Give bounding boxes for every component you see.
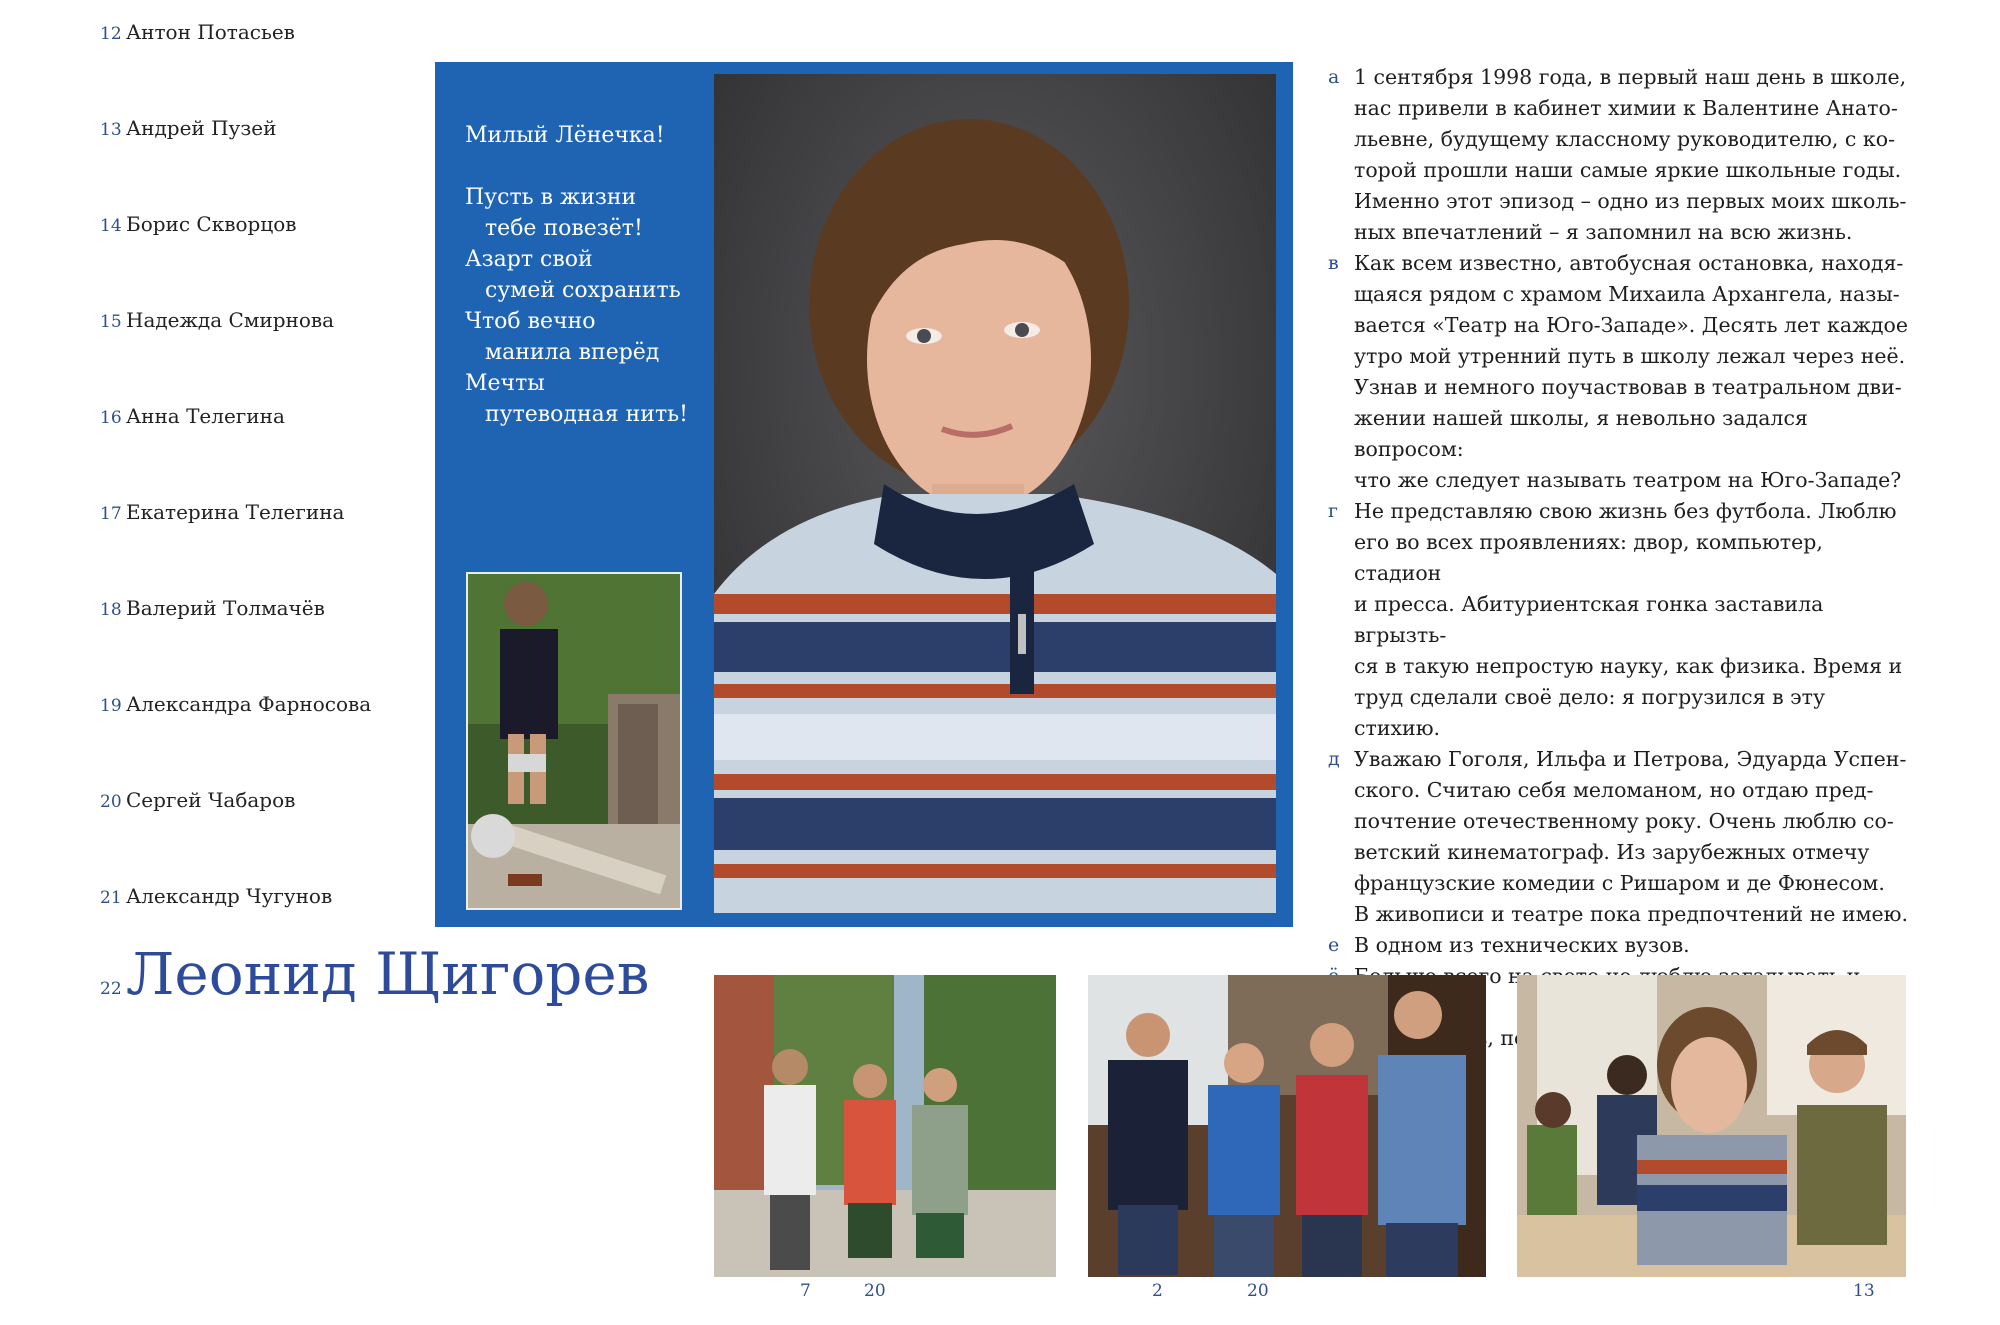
list-number: 17 — [100, 504, 122, 524]
list-name: Екатерина Телегина — [126, 500, 345, 524]
group-photo-1 — [714, 975, 1056, 1277]
list-item — [100, 692, 371, 716]
poem-line: путеводная нить! — [485, 402, 688, 427]
title-number: 22 — [100, 979, 122, 999]
list-name: Борис Скворцов — [126, 212, 297, 236]
list-name: Валерий Толмачёв — [126, 596, 325, 620]
group-photo-2 — [1088, 975, 1486, 1277]
answer-item — [1322, 744, 1912, 930]
poem-line: Мечты — [465, 371, 545, 396]
list-number: 18 — [100, 600, 122, 620]
list-number: 15 — [100, 312, 122, 332]
list-item — [100, 884, 332, 908]
poem-line: манила вперёд — [485, 340, 660, 365]
poem — [465, 120, 688, 430]
list-name: Антон Потасьев — [126, 20, 295, 44]
list-number: 19 — [100, 696, 122, 716]
poem-line: тебе повезёт! — [485, 216, 643, 241]
list-name: Александра Фарносова — [126, 692, 372, 716]
photo-caption: 2 — [1152, 1281, 1163, 1301]
list-name: Надежда Смирнова — [126, 308, 335, 332]
answer-letter: д — [1328, 748, 1340, 770]
poem-line: Пусть в жизни — [465, 185, 637, 210]
photo-caption: 20 — [1247, 1281, 1269, 1301]
page-title — [100, 940, 649, 1008]
classroom-photo — [1517, 975, 1906, 1277]
list-name: Анна Телегина — [126, 404, 285, 428]
list-number: 16 — [100, 408, 122, 428]
list-item — [100, 596, 325, 620]
photo-caption: 7 — [800, 1281, 811, 1301]
answer-item — [1322, 248, 1912, 496]
list-number: 21 — [100, 888, 122, 908]
photo-caption: 13 — [1853, 1281, 1875, 1301]
list-item — [100, 404, 285, 428]
poem-line: Милый Лёнечка! — [465, 123, 665, 148]
answer-text: Как всем известно, автобусная остановка, находя- щаяся рядом с храмом Михаила Архангела, назы- вается «Театр на Юго-Западе». Десять лет каждое утро мой утренний путь в школу лежал через неё. Узнав и немного поучаствовав в театральном дви- жении нашей школы, я невольно задался вопросом: что же следует называть театром на Юго-Западе? — [1354, 251, 1909, 492]
answer-text: 1 сентября 1998 года, в первый наш день в школе, нас привели в кабинет химии к Валентине Анато- льевне, будущему классному руководителю, с ко- торой прошли наши самые яркие школьные годы. Именно этот эпизод – одно из первых моих школь- ных впечатлений – я запомнил на всю жизнь. — [1354, 65, 1907, 244]
answer-item — [1322, 930, 1912, 961]
answer-letter: е — [1328, 934, 1340, 956]
list-item — [100, 20, 295, 44]
list-name: Андрей Пузей — [126, 116, 277, 140]
poem-line: Азарт свой — [465, 247, 593, 272]
list-item — [100, 308, 334, 332]
photo-caption: 20 — [864, 1281, 886, 1301]
list-number: 20 — [100, 792, 122, 812]
childhood-photo — [466, 572, 682, 910]
poem-line: сумей сохранить — [485, 278, 681, 303]
answer-text: Не представляю свою жизнь без футбола. Люблю его во всех проявлениях: двор, компьютер, стадион и пресса. Абитуриентская гонка заставила вгрызть- ся в такую непростую науку, как физика. Время и труд сделали своё дело: я погрузился в эту стихию. — [1354, 499, 1903, 740]
list-number: 12 — [100, 24, 122, 44]
answer-letter: в — [1328, 252, 1339, 274]
title-name: Леонид Щигорев — [126, 940, 650, 1008]
list-name: Сергей Чабаров — [126, 788, 296, 812]
list-item — [100, 500, 344, 524]
answer-text: Уважаю Гоголя, Ильфа и Петрова, Эдуарда Успен- ского. Считаю себя меломаном, но отдаю пред- почтение отечественному року. Очень люблю со- ветский кинематограф. Из зарубежных отмечу французские комедии с Ришаром и де Фюнесом. В живописи и театре пока предпочтений не имею. — [1354, 747, 1909, 926]
portrait-photo — [714, 74, 1276, 913]
list-item — [100, 116, 276, 140]
list-item — [100, 212, 297, 236]
answer-item — [1322, 496, 1912, 744]
answer-text: В одном из технических вузов. — [1354, 933, 1690, 957]
portrait-panel — [435, 62, 1293, 927]
answer-letter: г — [1328, 500, 1338, 522]
answer-letter: а — [1328, 66, 1340, 88]
list-number: 13 — [100, 120, 122, 140]
answers-section — [1322, 62, 1912, 1116]
list-item — [100, 788, 295, 812]
list-name: Александр Чугунов — [126, 884, 333, 908]
list-number: 14 — [100, 216, 122, 236]
poem-line: Чтоб вечно — [465, 309, 596, 334]
answer-item — [1322, 62, 1912, 248]
